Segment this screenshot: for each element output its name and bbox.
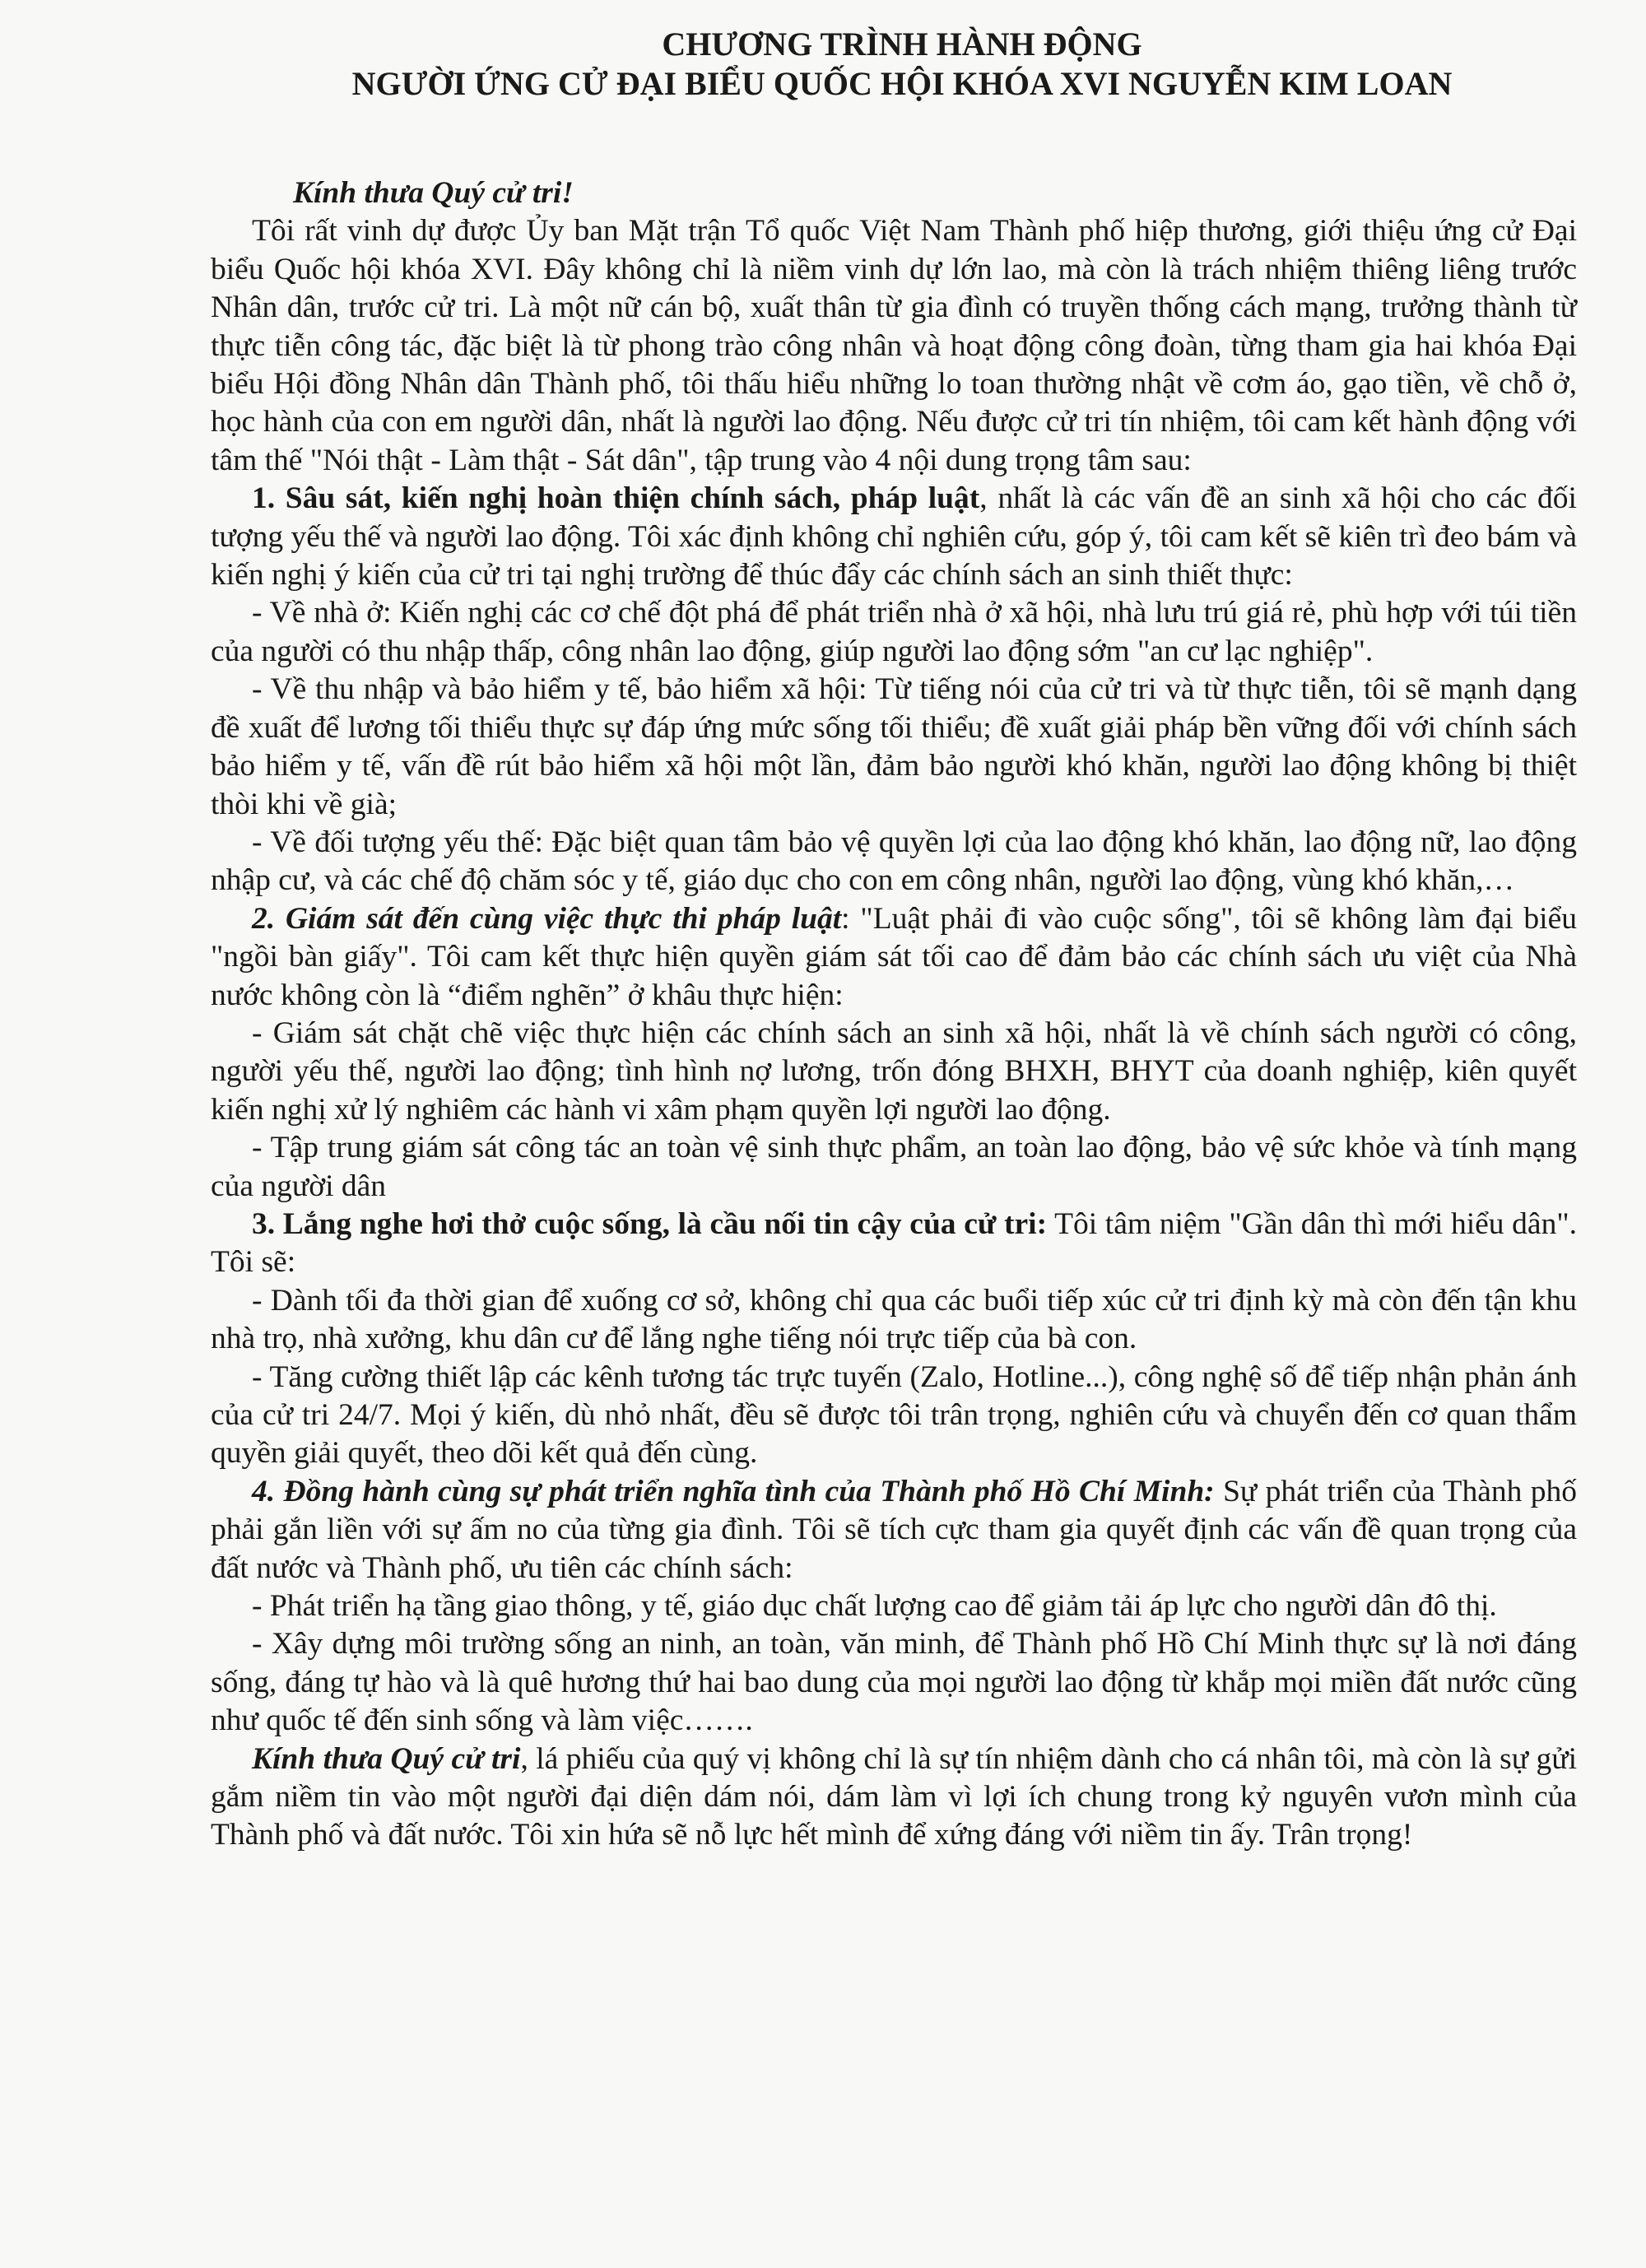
section-1-item: - Về thu nhập và bảo hiểm y tế, bảo hiểm xã hội: Từ tiếng nói của cử tri và từ thực tiễn, tôi sẽ mạnh dạng đề xuất để lương tối thiểu thực sự đáp ứng mức sống tối thiểu; đề xuất giải pháp bền vững đối với chính sách bảo hiểm y tế, vấn đề rút bảo hiểm xã hội một lần, đảm bảo người khó khăn, người lao động không bị thiệt thòi khi về già; — [211, 672, 1577, 821]
closing-text: , lá phiếu của quý vị không chỉ là sự tín nhiệm dành cho cá nhân tôi, mà còn là sự gửi gắm niềm tin vào một người đại diện dám nói, dám làm vì lợi ích chung trong kỷ nguyên vươn mình của Thành phố và đất nước. Tôi xin hứa sẽ nỗ lực hết mình để xứng đáng với niềm tin ấy. Trân trọng! — [211, 1741, 1577, 1852]
section-4-heading: 4. Đồng hành cùng sự phát triển nghĩa tình của Thành phố Hồ Chí Minh: — [252, 1474, 1215, 1508]
section-2-item: - Giám sát chặt chẽ việc thực hiện các chính sách an sinh xã hội, nhất là về chính sách người có công, người yếu thế, người lao động; tình hình nợ lương, trốn đóng BHXH, BHYT của doanh nghiệp, kiên quyết kiến nghị xử lý nghiêm các hành vi xâm phạm quyền lợi người lao động. — [211, 1015, 1577, 1127]
title-line-1: CHƯƠNG TRÌNH HÀNH ĐỘNG — [662, 26, 1142, 63]
section-1-item: - Về đối tượng yếu thế: Đặc biệt quan tâm bảo vệ quyền lợi của lao động khó khăn, lao động nữ, lao động nhập cư, và các chế độ chăm sóc y tế, giáo dục cho con em công nhân, người lao động, vùng khó khăn,… — [211, 825, 1577, 898]
section-3-item: - Tăng cường thiết lập các kênh tương tác trực tuyến (Zalo, Hotline...), công nghệ số để tiếp nhận phản ánh của cử tri 24/7. Mọi ý kiến, dù nhỏ nhất, đều sẽ được tôi trân trọng, nghiên cứu và chuyển đến cơ quan thẩm quyền giải quyết, theo dõi kết quả đến cùng. — [211, 1359, 1577, 1471]
section-3-item: - Dành tối đa thời gian để xuống cơ sở, không chỉ qua các buổi tiếp xúc cử tri định kỳ mà còn đến tận khu nhà trọ, nhà xưởng, khu dân cư để lắng nghe tiếng nói trực tiếp của bà con. — [211, 1283, 1577, 1356]
section-1-item: - Về nhà ở: Kiến nghị các cơ chế đột phá để phát triển nhà ở xã hội, nhà lưu trú giá rẻ, phù hợp với túi tiền của người có thu nhập thấp, công nhân lao động, giúp người lao động sớm "an cư lạc nghiệp". — [211, 596, 1577, 668]
section-4-item: - Xây dựng môi trường sống an ninh, an toàn, văn minh, để Thành phố Hồ Chí Minh thực sự là nơi đáng sống, đáng tự hào và là quê hương thứ hai bao dung của mọi người lao động từ khắp mọi miền đất nước cũng như quốc tế đến sinh sống và làm việc……. — [211, 1627, 1577, 1738]
section-2-text: : "Luật phải đi vào cuộc sống", tôi sẽ không làm đại biểu "ngồi bàn giấy". Tôi cam kết thực hiện quyền giám sát tối cao để đảm bảo các chính sách ưu việt của Nhà nước không còn là “điểm nghẽn” ở khâu thực hiện: — [211, 901, 1577, 1012]
section-1 — [211, 480, 1577, 594]
section-2 — [211, 900, 1577, 1015]
section-3-text: Tôi tâm niệm "Gần dân thì mới hiểu dân". Tôi sẽ: — [211, 1206, 1578, 1280]
section-1-text: , nhất là các vấn đề an sinh xã hội cho các đối tượng yếu thế và người lao động. Tôi xác định không chỉ nghiên cứu, góp ý, tôi cam kết sẽ kiên trì đeo bám và kiến nghị ý kiến của cử tri tại nghị trường để thúc đẩy các chính sách an sinh thiết thực: — [211, 481, 1577, 593]
section-3-heading: 3. Lắng nghe hơi thở cuộc sống, là cầu nối tin cậy của cử tri: — [252, 1206, 1048, 1241]
greeting: Kính thưa Quý cử tri! — [293, 176, 574, 210]
document-body — [211, 174, 1577, 1855]
document-title — [211, 25, 1577, 104]
section-1-heading: 1. Sâu sát, kiến nghị hoàn thiện chính sách, pháp luật — [252, 481, 980, 516]
intro-paragraph: Tôi rất vinh dự được Ủy ban Mặt trận Tổ quốc Việt Nam Thành phố hiệp thương, giới thiệu ứng cử Đại biểu Quốc hội khóa XVI. Đây không chỉ là niềm vinh dự lớn lao, mà còn là trách nhiệm thiêng liêng trước Nhân dân, trước cử tri. Là một nữ cán bộ, xuất thân từ gia đình có truyền thống cách mạng, trưởng thành từ thực tiễn công tác, đặc biệt là từ phong trào công nhân và hoạt động công đoàn, từng tham gia hai khóa Đại biểu Hội đồng Nhân dân Thành phố, tôi thấu hiểu những lo toan thường nhật về cơm áo, gạo tiền, về chỗ ở, học hành của con em người dân, nhất là người lao động. Nếu được cử tri tín nhiệm, tôi cam kết hành động với tâm thế "Nói thật - Làm thật - Sát dân", tập trung vào 4 nội dung trọng tâm sau: — [211, 214, 1577, 477]
closing-paragraph — [211, 1741, 1577, 1855]
title-line-2: NGƯỜI ỨNG CỬ ĐẠI BIỂU QUỐC HỘI KHÓA XVI NGUYỄN KIM LOAN — [351, 65, 1453, 102]
section-2-item: - Tập trung giám sát công tác an toàn vệ sinh thực phẩm, an toàn lao động, bảo vệ sức khỏe và tính mạng của người dân — [211, 1131, 1577, 1203]
section-4-text: Sự phát triển của Thành phố phải gắn liền với sự ấm no của từng gia đình. Tôi sẽ tích cực tham gia quyết định các vấn đề quan trọng của đất nước và Thành phố, ưu tiên các chính sách: — [211, 1474, 1578, 1585]
section-4-item: - Phát triển hạ tầng giao thông, y tế, giáo dục chất lượng cao để giảm tải áp lực cho người dân đô thị. — [252, 1589, 1497, 1624]
section-4 — [211, 1473, 1577, 1587]
document-content — [211, 25, 1577, 1855]
closing-lead: Kính thưa Quý cử tri — [252, 1741, 521, 1776]
section-3 — [211, 1206, 1577, 1282]
section-2-heading: 2. Giám sát đến cùng việc thực thi pháp luật — [252, 901, 842, 936]
